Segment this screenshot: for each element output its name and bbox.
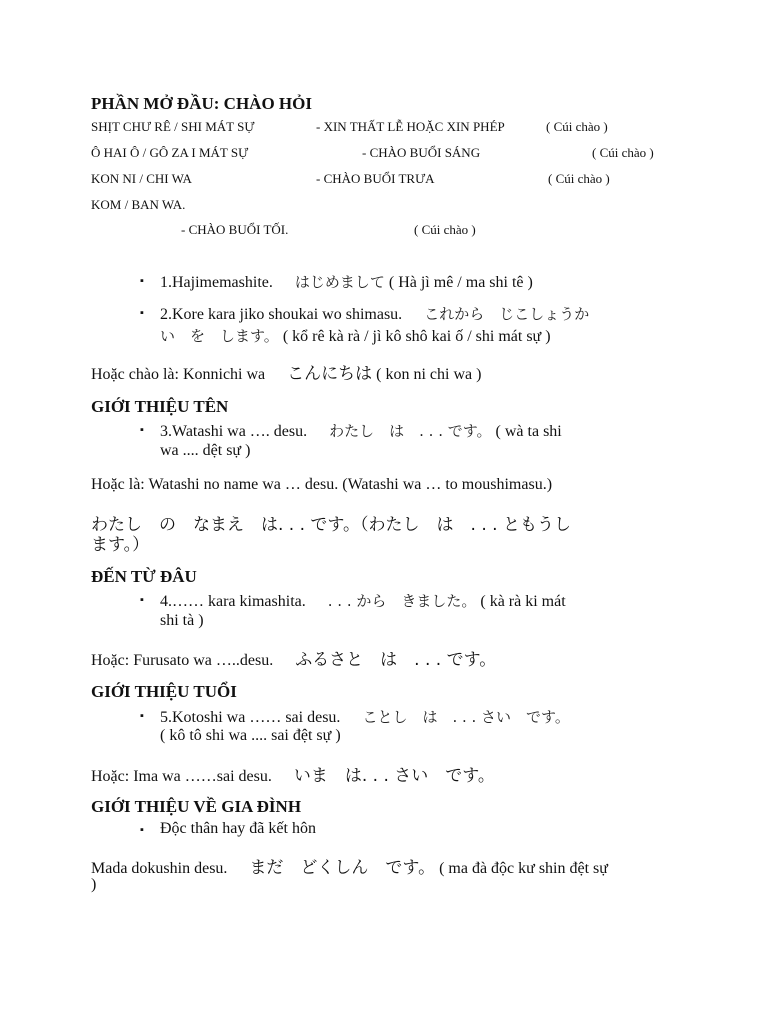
reading-text: ( wà ta shi [495, 423, 562, 440]
section-heading-origin: ĐẾN TỪ ĐÂU [91, 567, 197, 586]
romaji-text: 2.Kore kara jiko shoukai wo shimasu. [160, 306, 403, 323]
page-title: PHẦN MỞ ĐẦU: CHÀO HỎI [91, 94, 312, 113]
alt-label: Hoặc: Furusato wa …..desu. [91, 652, 274, 669]
bullet-icon: ▪ [140, 710, 144, 722]
bullet-icon: ▪ [140, 824, 144, 836]
reading-text: ( kon ni chi wa ) [376, 366, 482, 383]
reading-text: ( Hà jì mê / ma shi tê ) [388, 274, 533, 291]
romaji-text: 1.Hajimemashite. [160, 274, 273, 291]
japanese-text: . . . から きました。 [327, 592, 477, 610]
reading-text: ( kô tô shi wa .... sai đệt sự ) [160, 727, 341, 744]
bullet-icon: ▪ [140, 424, 144, 436]
alt-label: Hoặc chào là: Konnichi wa [91, 366, 266, 383]
greeting-meaning: - CHÀO BUỔI SÁNG [362, 145, 481, 160]
japanese-text: これから じこしょうか [424, 305, 590, 323]
list-item-3 [160, 420, 562, 441]
reading-text: ) [91, 876, 97, 893]
reading-text: ( ma đà độc kư shin đệt sự [439, 860, 608, 877]
list-item-4 [160, 590, 566, 611]
bullet-icon: ▪ [140, 307, 144, 319]
example-line [91, 853, 608, 878]
japanese-text: わたし は . . . です。 [329, 422, 492, 440]
reading-text: ( kổ rê kà rà / jì kô shô kai ố / shi mát sự ) [282, 328, 551, 345]
romaji-text: 5.Kotoshi wa …… sai desu. [160, 709, 341, 726]
japanese-text: はじめまして [294, 273, 385, 291]
bullet-icon: ▪ [140, 594, 144, 606]
greeting-note: ( Cúi chào ) [546, 119, 608, 134]
section-heading-name: GIỚI THIỆU TÊN [91, 397, 229, 416]
greeting-romaji: KOM / BAN WA. [91, 197, 186, 212]
romaji-text: 3.Watashi wa …. desu. [160, 423, 308, 440]
japanese-text: いま は. . . さい です。 [293, 766, 495, 786]
alt-label: Hoặc: Ima wa ……sai desu. [91, 768, 272, 785]
greeting-romaji: KON NI / CHI WA [91, 171, 192, 186]
greeting-meaning: - CHÀO BUỔI TRƯA [316, 171, 435, 186]
greeting-note: ( Cúi chào ) [592, 145, 654, 160]
list-item-5 [160, 706, 570, 727]
japanese-text: ふるさと は . . . です。 [295, 650, 497, 670]
greeting-romaji: SHỊT CHƯ RÊ / SHI MÁT SỰ [91, 119, 255, 134]
japanese-text: い を します。 [160, 327, 279, 345]
list-item-2 [160, 303, 589, 324]
greeting-meaning: - CHÀO BUỔI TỐI. [181, 222, 289, 237]
bullet-icon: ▪ [140, 275, 144, 287]
greeting-meaning: - XIN THẤT LỄ HOẶC XIN PHÉP [316, 119, 505, 134]
reading-text: shi tà ) [160, 612, 204, 629]
alternative-line: Hoặc là: Watashi no name wa … desu. (Watashi wa … to moushimasu.) [91, 476, 553, 493]
list-item-1 [160, 271, 533, 292]
romaji-text: Mada dokushin desu. [91, 860, 228, 877]
alternative-line [91, 761, 495, 786]
alternative-line [91, 645, 496, 670]
reading-text: ( kà rà ki mát [480, 593, 566, 610]
greeting-romaji: Ô HAI Ô / GÔ ZA I MÁT SỰ [91, 145, 249, 160]
alternative-line [91, 359, 481, 384]
romaji-text: 4.…… kara kimashita. [160, 593, 306, 610]
japanese-text: わたし の なまえ は. . . です。（わたし は . . . ともうし [91, 515, 571, 535]
reading-text: wa .... dệt sự ) [160, 442, 251, 459]
japanese-text: こんにちは [287, 364, 373, 384]
section-heading-age: GIỚI THIỆU TUỔI [91, 682, 237, 701]
greeting-note: ( Cúi chào ) [414, 222, 476, 237]
section-heading-family: GIỚI THIỆU VỀ GIA ĐÌNH [91, 797, 302, 816]
list-item-2-cont [160, 325, 551, 346]
japanese-text: ことし は . . . さい です。 [362, 708, 570, 726]
japanese-text: ます。） [91, 535, 150, 555]
greeting-note: ( Cúi chào ) [548, 171, 610, 186]
list-item-6: Độc thân hay đã kết hôn [160, 820, 316, 837]
japanese-text: まだ どくしん です。 [249, 858, 436, 878]
